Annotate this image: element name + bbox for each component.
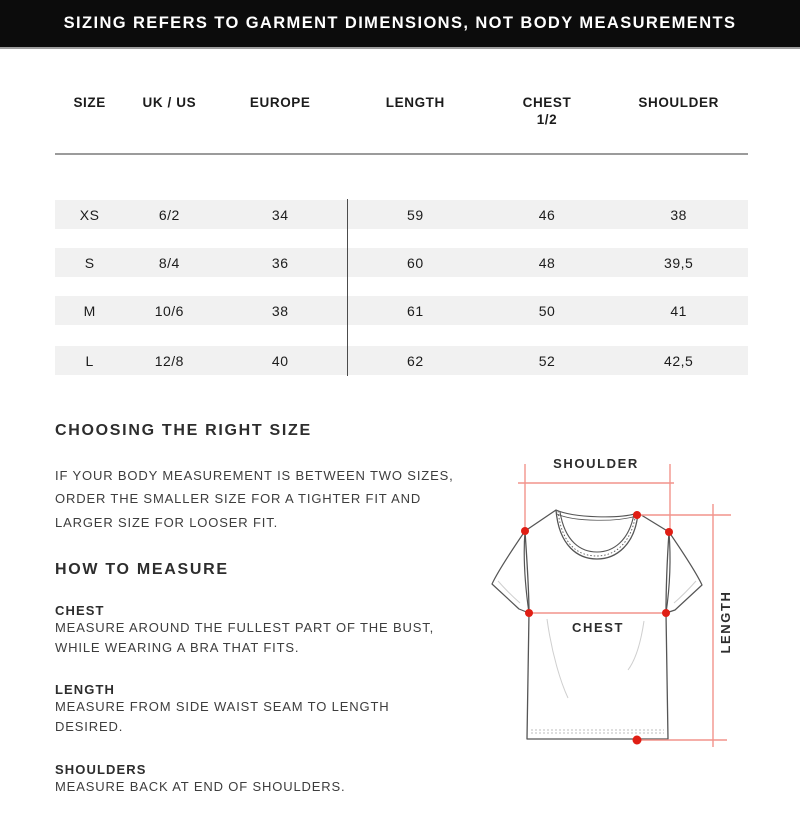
cell-uk-us: 6/2 <box>158 206 180 223</box>
measure-dot <box>521 527 529 535</box>
tshirt-diagram-svg <box>440 430 800 800</box>
measure-item-shoulders <box>55 762 434 797</box>
cell-length: 60 <box>407 254 424 271</box>
measure-item-length <box>55 682 434 737</box>
size-row-s <box>55 248 748 277</box>
size-row-xs <box>55 200 748 229</box>
cell-chest: 48 <box>538 254 556 271</box>
size-table-header <box>55 94 748 128</box>
measure-dot <box>633 736 642 745</box>
cell-size: S <box>84 254 95 271</box>
column-header-length: LENGTH <box>385 95 445 110</box>
choosing-size-text-line: ORDER THE SMALLER SIZE FOR A TIGHTER FIT AND <box>55 491 422 507</box>
cell-europe: 36 <box>271 254 289 271</box>
tshirt-diagram <box>440 430 800 800</box>
choosing-size-heading: CHOOSING THE RIGHT SIZE <box>55 422 312 439</box>
measure-item-text-line: MEASURE BACK AT END OF SHOULDERS. <box>55 779 346 794</box>
table-header-rule <box>55 153 748 155</box>
cell-chest: 52 <box>538 352 556 369</box>
size-row-m <box>55 296 748 325</box>
cell-size: XS <box>79 206 100 223</box>
disclaimer-banner <box>0 0 800 49</box>
cell-chest: 46 <box>538 206 556 223</box>
cell-size: L <box>85 352 94 369</box>
column-header-uk-us: UK / US <box>142 95 197 110</box>
length-label: LENGTH <box>718 590 733 654</box>
measure-item-text-line: DESIRED. <box>55 719 124 734</box>
column-header-chest-sub: 1/2 <box>536 112 558 127</box>
choosing-size-text-line: IF YOUR BODY MEASUREMENT IS BETWEEN TWO SIZES, <box>55 468 454 483</box>
cell-shoulder: 42,5 <box>664 352 694 369</box>
measure-item-text-line: MEASURE AROUND THE FULLEST PART OF THE BUST, <box>55 620 435 635</box>
cell-length: 61 <box>407 302 424 319</box>
how-to-measure-heading: HOW TO MEASURE <box>55 561 229 578</box>
cell-length: 59 <box>407 206 424 223</box>
choosing-size-section <box>55 421 454 534</box>
table-vertical-divider <box>347 199 348 376</box>
measure-item-title: LENGTH <box>55 682 116 697</box>
cell-uk-us: 10/6 <box>154 302 184 319</box>
cell-shoulder: 41 <box>670 302 687 319</box>
cell-uk-us: 12/8 <box>154 352 184 369</box>
cell-shoulder: 38 <box>670 206 687 223</box>
column-header-europe: EUROPE <box>249 95 311 110</box>
size-row-l <box>55 346 748 375</box>
choosing-size-text-line: LARGER SIZE FOR LOOSER FIT. <box>55 514 279 530</box>
column-header-size: SIZE <box>73 95 106 110</box>
measure-item-chest <box>55 603 434 658</box>
cell-europe: 38 <box>271 302 289 319</box>
cell-chest: 50 <box>538 302 556 319</box>
shoulder-label: SHOULDER <box>553 456 639 471</box>
chest-label: CHEST <box>571 620 625 635</box>
measure-dot <box>525 609 533 617</box>
measure-item-title: CHEST <box>55 603 105 618</box>
cell-uk-us: 8/4 <box>158 254 180 271</box>
cell-length: 62 <box>407 352 424 369</box>
measure-dot <box>662 609 670 617</box>
column-header-shoulder: SHOULDER <box>638 95 719 110</box>
cell-shoulder: 39,5 <box>664 254 694 271</box>
measure-item-title: SHOULDERS <box>55 762 147 777</box>
measure-item-text-line: WHILE WEARING A BRA THAT FITS. <box>55 640 300 655</box>
cell-europe: 34 <box>271 206 289 223</box>
measure-dot <box>633 511 641 519</box>
column-header-chest: CHEST 1/2 <box>485 94 610 128</box>
disclaimer-text: SIZING REFERS TO GARMENT DIMENSIONS, NOT BODY MEASUREMENTS <box>63 14 737 32</box>
cell-size: M <box>83 302 96 319</box>
cell-europe: 40 <box>271 352 289 369</box>
how-to-measure-section <box>55 560 434 797</box>
measure-item-text-line: MEASURE FROM SIDE WAIST SEAM TO LENGTH <box>55 699 390 714</box>
measure-dot <box>665 528 673 536</box>
